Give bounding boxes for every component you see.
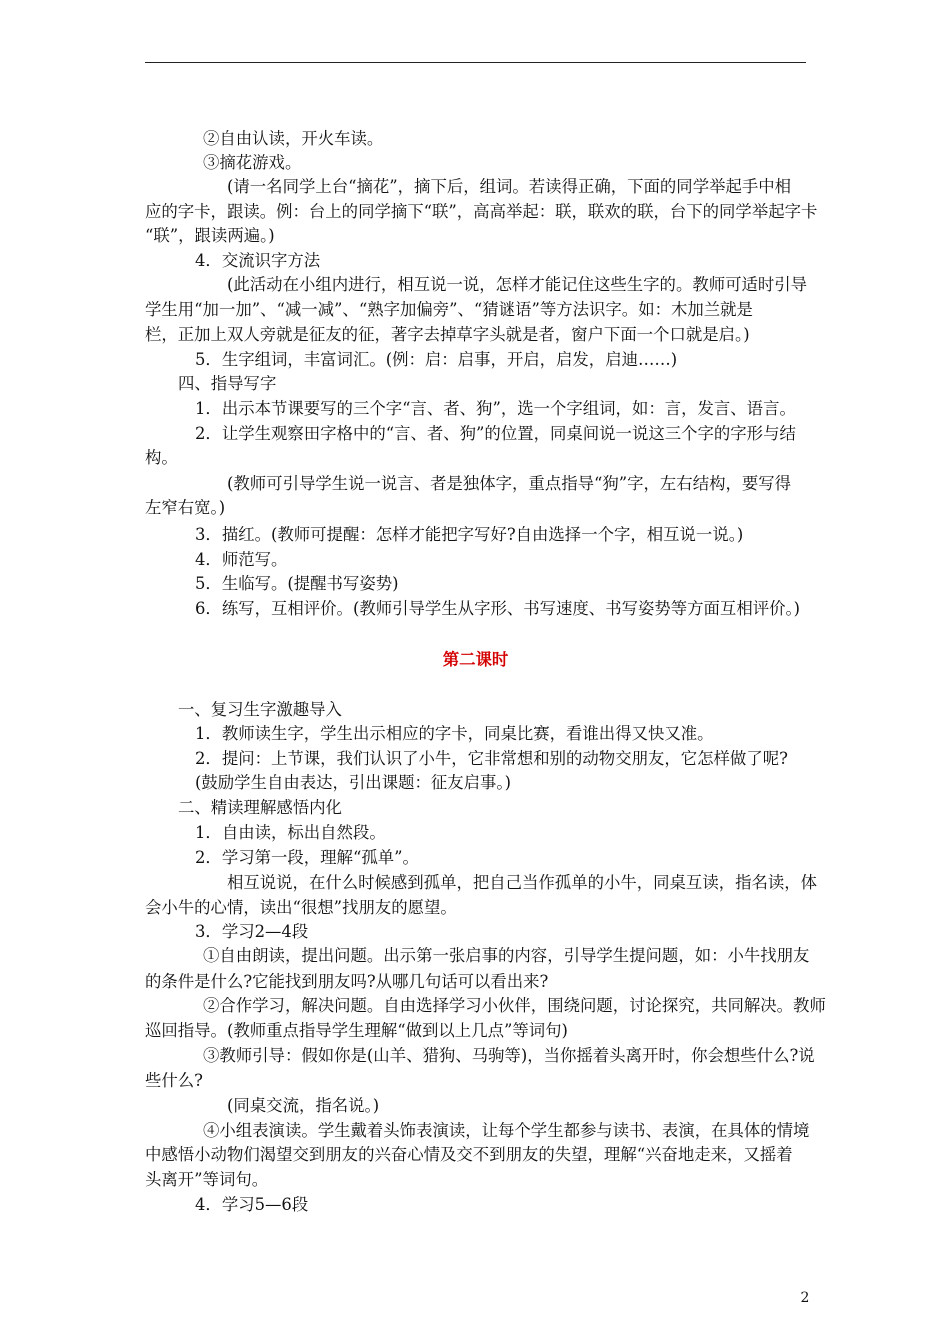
text-line: “联”，跟读两遍。) <box>145 226 275 245</box>
text-line: 巡回指导。(教师重点指导学生理解“做到以上几点”等词句) <box>145 1021 568 1040</box>
text-line: ④小组表演读。学生戴着头饰表演读，让每个学生都参与读书、表演，在具体的情境 <box>203 1121 810 1140</box>
text-line: 1．自由读，标出自然段。 <box>195 823 386 842</box>
section-heading: 第二课时 <box>442 650 509 669</box>
text-line: 3．学习2—4段 <box>195 922 309 941</box>
text-line: 4．师范写。 <box>195 550 288 569</box>
text-line: 头离开”等词句。 <box>145 1170 269 1189</box>
text-line: 左窄右宽。) <box>145 498 226 517</box>
text-line: ③教师引导：假如你是(山羊、猎狗、马驹等)，当你摇着头离开时，你会想些什么?说 <box>203 1046 815 1065</box>
text-line: 一、复习生字激趣导入 <box>178 700 342 719</box>
text-line: 6．练写，互相评价。(教师引导学生从字形、书写速度、书写姿势等方面互相评价。) <box>195 599 801 618</box>
text-line: 应的字卡，跟读。例：台上的同学摘下“联”，高高举起：联，联欢的联，台下的同学举起字卡 <box>145 202 818 221</box>
text-line: 1．出示本节课要写的三个字“言、者、狗”，选一个字组词，如：言，发言、语言。 <box>195 399 796 418</box>
text-line: 2．提问：上节课，我们认识了小牛，它非常想和别的动物交朋友，它怎样做了呢? <box>195 749 788 768</box>
text-line: 构。 <box>145 448 178 467</box>
text-line: 2．学习第一段，理解“孤单”。 <box>195 848 419 867</box>
text-line: 2．让学生观察田字格中的“言、者、狗”的位置，同桌间说一说这三个字的字形与结 <box>195 424 796 443</box>
text-line: 的条件是什么?它能找到朋友吗?从哪几句话可以看出来? <box>145 972 549 991</box>
text-line: 二、精读理解感悟内化 <box>178 798 342 817</box>
text-line: (请一名同学上台“摘花”，摘下后，组词。若读得正确，下面的同学举起手中相 <box>227 177 792 196</box>
text-line: 学生用“加一加”、“减一减”、“熟字加偏旁”、“猜谜语”等方法识字。如：木加兰就是 <box>145 300 753 319</box>
text-line: ③摘花游戏。 <box>203 153 302 172</box>
text-line: (同桌交流，指名说。) <box>227 1096 380 1115</box>
text-line: 相互说说，在什么时候感到孤单，把自己当作孤单的小牛，同桌互读，指名读，体 <box>227 873 818 892</box>
text-line: 会小牛的心情，读出“很想”找朋友的愿望。 <box>145 898 457 917</box>
header-rule <box>145 62 806 63</box>
text-line: 中感悟小动物们渴望交到朋友的兴奋心情及交不到朋友的失望，理解“兴奋地走来，又摇着 <box>145 1145 793 1164</box>
text-line: (鼓励学生自由表达，引出课题：征友启事。) <box>195 773 512 792</box>
text-line: 4．学习5—6段 <box>195 1195 309 1214</box>
text-line: ①自由朗读，提出问题。出示第一张启事的内容，引导学生提问题，如：小牛找朋友 <box>203 946 810 965</box>
text-line: (此活动在小组内进行，相互说一说，怎样才能记住这些生字的。教师可适时引导 <box>227 275 808 294</box>
text-line: 5．生临写。(提醒书写姿势) <box>195 574 399 593</box>
text-line: ②合作学习，解决问题。自由选择学习小伙伴，围绕问题，讨论探究，共同解决。教师 <box>203 996 826 1015</box>
text-line: 3．描红。(教师可提醒：怎样才能把字写好?自由选择一个字，相互说一说。) <box>195 525 744 544</box>
text-line: 1．教师读生字，学生出示相应的字卡，同桌比赛，看谁出得又快又准。 <box>195 724 714 743</box>
text-line: 5．生字组词，丰富词汇。(例：启：启事，开启，启发，启迪……) <box>195 350 678 369</box>
text-line: ②自由认读，开火车读。 <box>203 129 384 148</box>
text-line: 四、指导写字 <box>178 374 277 393</box>
text-line: 些什么? <box>145 1071 203 1090</box>
text-line: (教师可引导学生说一说言、者是独体字，重点指导“狗”字，左右结构，要写得 <box>227 474 792 493</box>
text-line: 栏，正加上双人旁就是征友的征，著字去掉草字头就是者，窗户下面一个口就是启。) <box>145 325 750 344</box>
text-line: 4．交流识字方法 <box>195 251 321 270</box>
page-number: 2 <box>800 1290 810 1306</box>
